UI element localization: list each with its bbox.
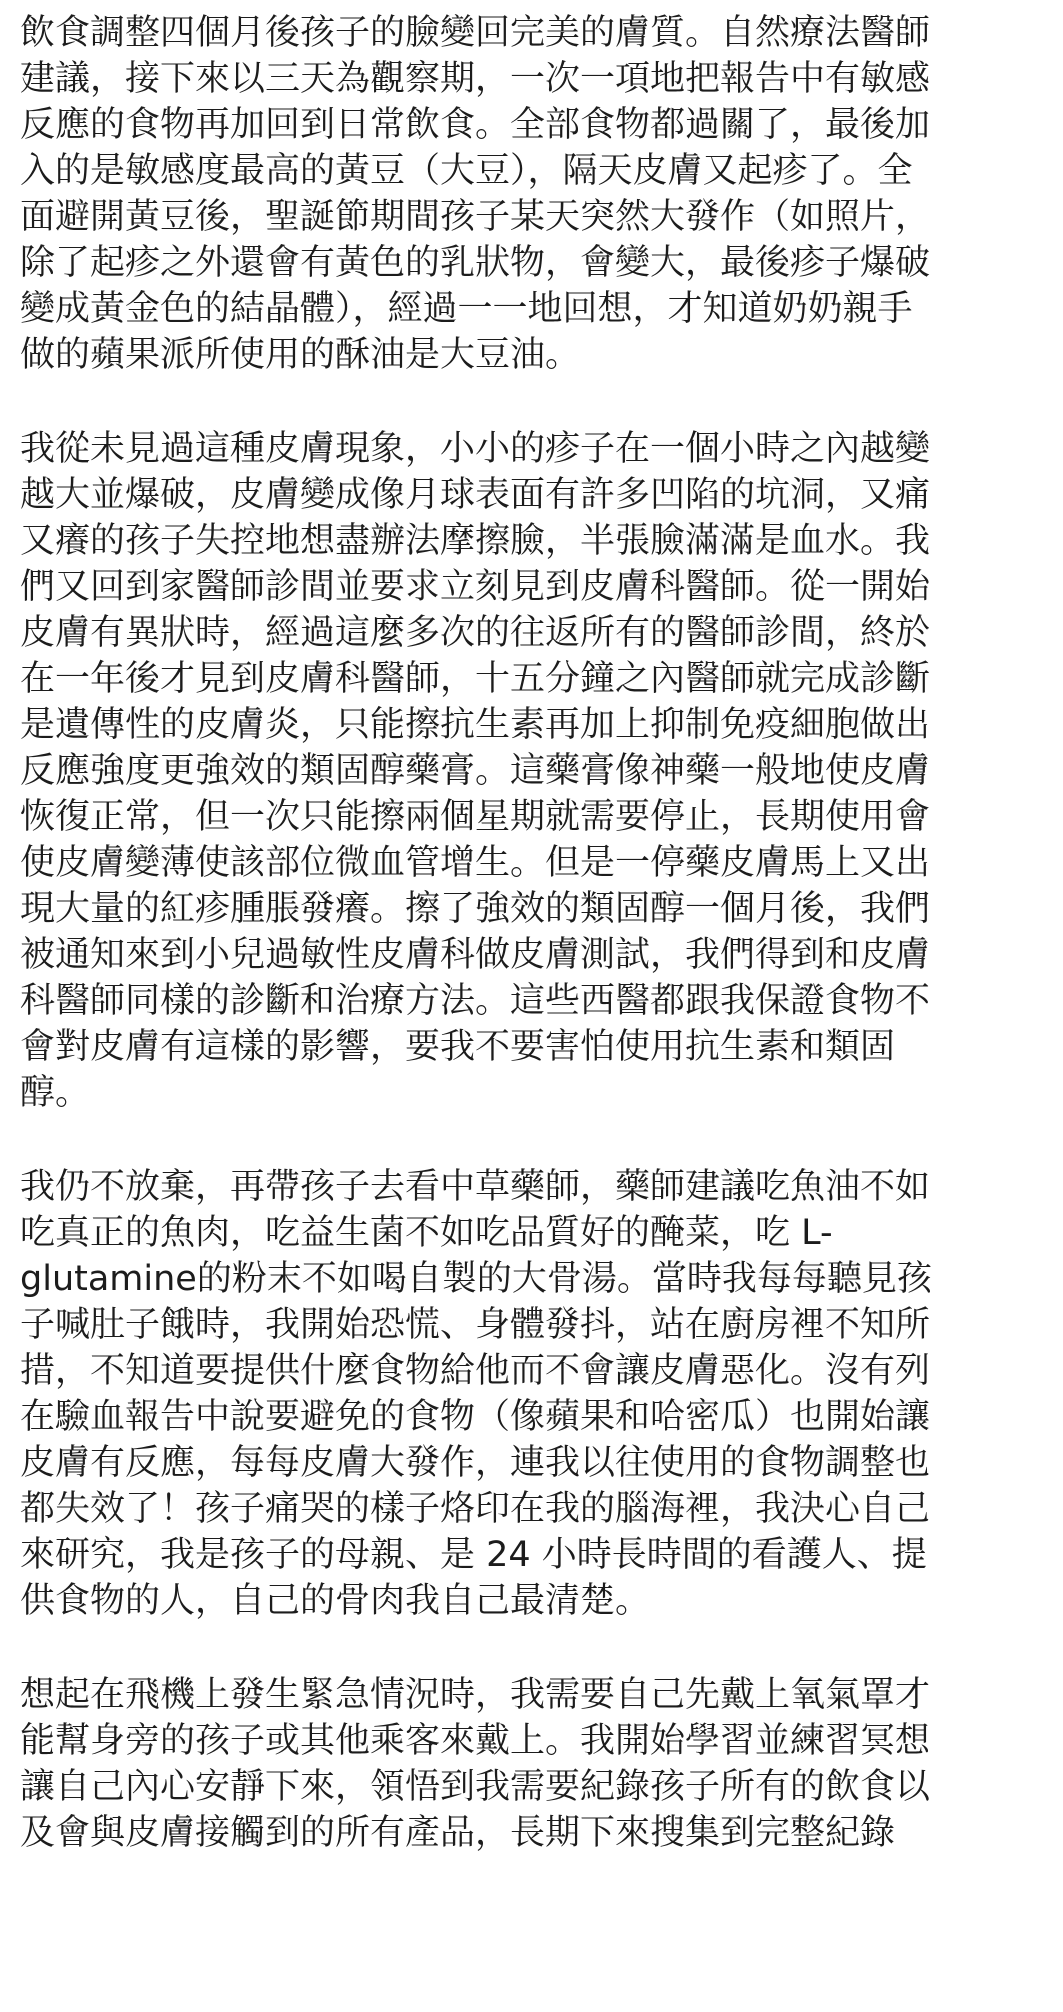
text-line: 反應的食物再加回到日常飲食。全部食物都過關了，最後加 (20, 105, 931, 145)
text-line: 現大量的紅疹腫脹發癢。擦了強效的類固醇一個月後，我們 (20, 889, 931, 929)
paragraph-1 (20, 10, 1039, 378)
text-line: 建議，接下來以三天為觀察期，一次一項地把報告中有敏感 (20, 59, 931, 99)
text-line: 都失效了！孩子痛哭的樣子烙印在我的腦海裡，我決心自己 (20, 1489, 931, 1529)
text-line: 被通知來到小兒過敏性皮膚科做皮膚測試，我們得到和皮膚 (20, 935, 931, 975)
text-line: 皮膚有異狀時，經過這麼多次的往返所有的醫師診間，終於 (20, 613, 931, 653)
text-line: 皮膚有反應，每每皮膚大發作，連我以往使用的食物調整也 (20, 1443, 931, 1483)
text-line: 恢復正常，但一次只能擦兩個星期就需要停止，長期使用會 (20, 797, 931, 837)
text-line: 在一年後才見到皮膚科醫師，十五分鐘之內醫師就完成診斷 (20, 659, 931, 699)
text-line: 來研究，我是孩子的母親、是 24 小時長時間的看護人、提 (20, 1535, 927, 1575)
text-line: 醇。 (20, 1073, 91, 1113)
text-line: 讓自己內心安靜下來，領悟到我需要紀錄孩子所有的飲食以 (20, 1767, 931, 1807)
text-line: 及會與皮膚接觸到的所有產品，長期下來搜集到完整紀錄 (20, 1813, 896, 1853)
paragraph-3 (20, 1164, 1039, 1624)
text-line: 做的蘋果派所使用的酥油是大豆油。 (20, 335, 581, 375)
text-line: 入的是敏感度最高的黃豆（大豆），隔天皮膚又起疹了。全 (20, 151, 913, 191)
text-line: 除了起疹之外還會有黃色的乳狀物，會變大，最後疹子爆破 (20, 243, 931, 283)
text-line: 們又回到家醫師診間並要求立刻見到皮膚科醫師。從一開始 (20, 567, 931, 607)
text-line: 反應強度更強效的類固醇藥膏。這藥膏像神藥一般地使皮膚 (20, 751, 931, 791)
text-line: 面避開黃豆後，聖誕節期間孩子某天突然大發作（如照片， (20, 197, 931, 237)
text-line: 能幫身旁的孩子或其他乘客來戴上。我開始學習並練習冥想 (20, 1721, 931, 1761)
text-line: 供食物的人，自己的骨肉我自己最清楚。 (20, 1581, 651, 1621)
text-line: 我仍不放棄，再帶孩子去看中草藥師，藥師建議吃魚油不如 (20, 1167, 931, 1207)
text-line: 變成黃金色的結晶體），經過一一地回想，才知道奶奶親手 (20, 289, 913, 329)
text-line: 措，不知道要提供什麼食物給他而不會讓皮膚惡化。沒有列 (20, 1351, 931, 1391)
text-line: 會對皮膚有這樣的影響，要我不要害怕使用抗生素和類固 (20, 1027, 896, 1067)
text-line: 又癢的孩子失控地想盡辦法摩擦臉，半張臉滿滿是血水。我 (20, 521, 931, 561)
text-line: 使皮膚變薄使該部位微血管增生。但是一停藥皮膚馬上又出 (20, 843, 931, 883)
text-line: glutamine的粉末不如喝自製的大骨湯。當時我每每聽見孩 (20, 1259, 932, 1299)
text-line: 科醫師同樣的診斷和治療方法。這些西醫都跟我保證食物不 (20, 981, 931, 1021)
text-line: 飲食調整四個月後孩子的臉變回完美的膚質。自然療法醫師 (20, 13, 931, 53)
paragraph-2 (20, 426, 1039, 1116)
text-line: 是遺傳性的皮膚炎，只能擦抗生素再加上抑制免疫細胞做出 (20, 705, 931, 745)
text-line: 子喊肚子餓時，我開始恐慌、身體發抖，站在廚房裡不知所 (20, 1305, 931, 1345)
text-line: 越大並爆破，皮膚變成像月球表面有許多凹陷的坑洞，又痛 (20, 475, 931, 515)
paragraph-4 (20, 1672, 1039, 1856)
text-line: 在驗血報告中說要避免的食物（像蘋果和哈密瓜）也開始讓 (20, 1397, 931, 1437)
text-line: 吃真正的魚肉，吃益生菌不如吃品質好的醃菜，吃 L- (20, 1213, 833, 1253)
text-line: 我從未見過這種皮膚現象，小小的疹子在一個小時之內越變 (20, 429, 931, 469)
text-line: 想起在飛機上發生緊急情況時，我需要自己先戴上氧氣罩才 (20, 1675, 931, 1715)
